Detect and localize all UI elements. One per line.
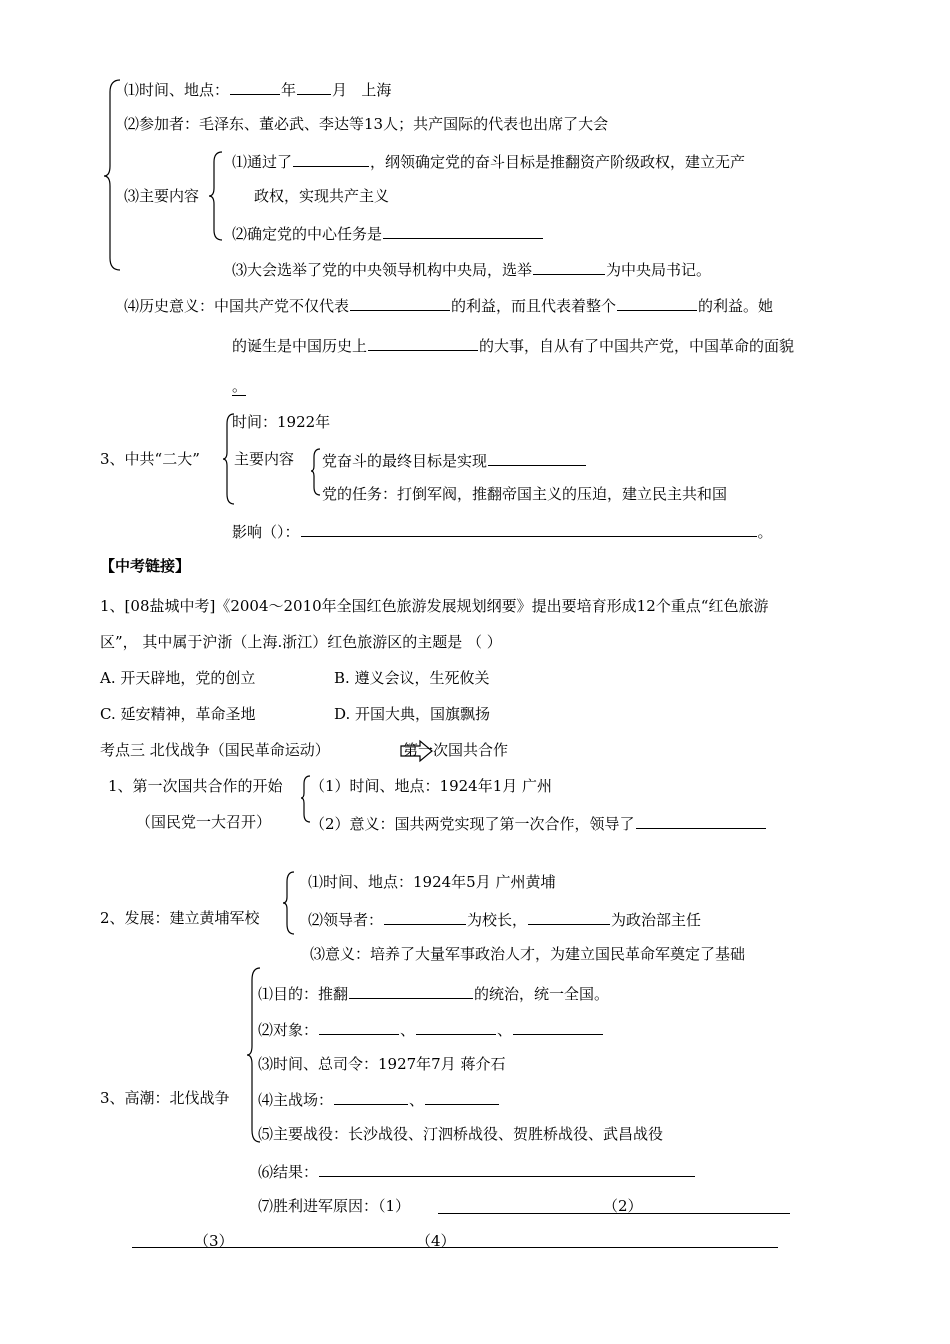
blank-target3[interactable]: [513, 1018, 603, 1035]
blank-month[interactable]: [297, 78, 331, 95]
blank-year[interactable]: [230, 78, 280, 95]
point3-arrow-text: 第一次国共合作: [403, 741, 509, 759]
blank-target2[interactable]: [416, 1018, 496, 1035]
option-c[interactable]: C. 延安精神，革命圣地: [100, 705, 256, 723]
section2-label: 2、发展：建立黄埔军校: [100, 909, 260, 927]
section1-item2: （2）意义：国共两党实现了第一次合作，领导了: [310, 812, 767, 834]
reason-number-3: （3）: [194, 1232, 234, 1250]
part2-main-content-label: ⑶主要内容: [124, 187, 200, 205]
part3-goal: 党奋斗的最终目标是实现: [322, 449, 587, 471]
section3-label: 3、高潮：北伐战争: [100, 1089, 230, 1107]
blank-impact[interactable]: [301, 520, 757, 537]
blank-represents[interactable]: [350, 294, 450, 311]
exam-question-line2: 区”， 其中属于沪浙（上海.浙江）红色旅游区的主题是 （ ）: [100, 633, 502, 651]
exam-question-line1: 1、[08盐城中考]《2004～2010年全国红色旅游发展规划纲要》提出要培育形成12个重点“红色旅游: [100, 597, 769, 615]
section3-item2: ⑵对象： 、 、: [258, 1018, 604, 1040]
point3-title: 考点三 北伐战争（国民革命运动）: [100, 741, 330, 759]
part3-impact: 影响（）： 。: [232, 520, 773, 542]
section1-sublabel: （国民党一大召开）: [136, 813, 272, 831]
part2-line1: ⑴时间、地点： 年 月 上海: [124, 78, 391, 100]
section3-item5: ⑸主要战役：长沙战役、汀泗桥战役、贺胜桥战役、武昌战役: [258, 1125, 664, 1143]
exam-header: 【中考链接】: [100, 557, 191, 575]
part2-significance-line1: ⑷历史意义：中国共产党不仅代表 的利益，而且代表着整个 的利益。她: [124, 294, 773, 316]
blank-political-director[interactable]: [528, 908, 610, 925]
part3-task: 党的任务：打倒军阀，推翻帝国主义的压迫，建立民主共和国: [322, 485, 728, 503]
section1-label: 1、第一次国共合作的开始: [108, 777, 283, 795]
blank-battlefield2[interactable]: [425, 1088, 499, 1105]
section3-item4: ⑷主战场： 、: [258, 1088, 500, 1110]
blank-final-goal[interactable]: [488, 449, 586, 466]
blank-result[interactable]: [319, 1160, 695, 1177]
section3-item3: ⑶时间、总司令：1927年7月 蒋介石: [258, 1055, 506, 1073]
part3-time: 时间：1922年: [232, 413, 331, 431]
blank-target1[interactable]: [319, 1018, 399, 1035]
brace-part3-content: [310, 447, 322, 497]
brace-part2: [102, 78, 122, 273]
part2-line2: ⑵参加者：毛泽东、董必武、李达等13人；共产国际的代表也出席了大会: [124, 115, 609, 133]
section3-item1: ⑴目的：推翻 的统治，统一全国。: [258, 982, 609, 1004]
option-a[interactable]: A. 开天辟地，党的创立: [100, 669, 256, 687]
blank-battlefield1[interactable]: [334, 1088, 408, 1105]
blank-secretary[interactable]: [533, 258, 605, 275]
content-item3: ⑶大会选举了党的中央领导机构中央局，选举 为中央局书记。: [232, 258, 711, 280]
content-item1-cont: 政权，实现共产主义: [254, 187, 390, 205]
section2-item2: ⑵领导者： 为校长， 为政治部主任: [308, 908, 701, 930]
blank-principal[interactable]: [384, 908, 466, 925]
blank-overthrow[interactable]: [349, 982, 473, 999]
part2-significance-line2: 的诞生是中国历史上 的大事，自从有了中国共产党，中国革命的面貌: [232, 334, 794, 356]
part2-significance-line3: 。: [232, 377, 248, 395]
underline-mark: [232, 395, 246, 396]
blank-led[interactable]: [636, 812, 766, 829]
section3-item7: ⑺胜利进军原因：（1）: [258, 1197, 411, 1215]
section3-item6: ⑹结果：: [258, 1160, 696, 1182]
section2-item1: ⑴时间、地点：1924年5月 广州黄埔: [308, 873, 556, 891]
option-b[interactable]: B. 遵义会议，生死攸关: [334, 669, 490, 687]
section1-item1: （1）时间、地点：1924年1月 广州: [310, 777, 553, 795]
content-item2: ⑵确定党的中心任务是: [232, 222, 544, 244]
reason-number-2: （2）: [603, 1197, 643, 1215]
brace-section2: [282, 870, 296, 936]
blank-whole[interactable]: [617, 294, 697, 311]
blank-event[interactable]: [368, 334, 478, 351]
reason-number-4: （4）: [416, 1232, 456, 1250]
blank-central-task[interactable]: [383, 222, 543, 239]
section2-item3: ⑶意义：培养了大量军事政治人才，为建立国民革命军奠定了基础: [310, 945, 746, 963]
content-item1: ⑴通过了 ，纲领确定党的奋斗目标是推翻资产阶级政权，建立无产: [232, 150, 745, 172]
part3-content-label: 主要内容: [234, 450, 295, 468]
part3-label: 3、中共“二大”: [100, 450, 200, 468]
brace-main-content: [208, 150, 224, 242]
blank-program[interactable]: [293, 150, 369, 167]
option-d[interactable]: D. 开国大典，国旗飘扬: [334, 705, 491, 723]
